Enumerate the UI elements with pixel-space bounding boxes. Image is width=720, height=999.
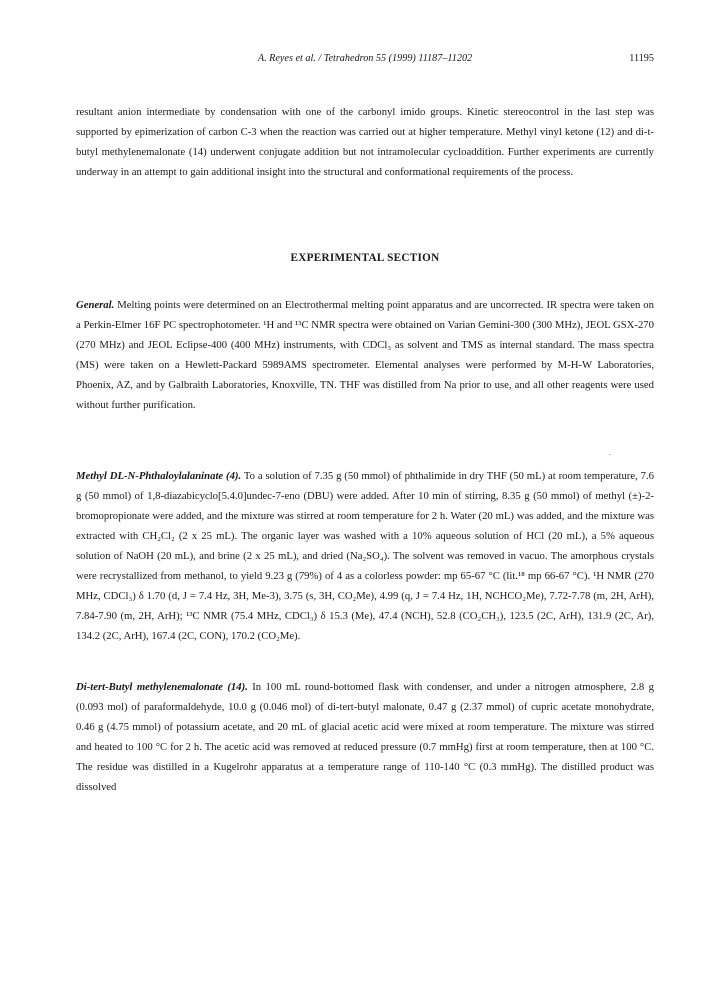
- methyl-paragraph: [76, 466, 654, 646]
- ditert-text: In 100 mL round-bottomed flask with condenser, and under a nitrogen atmosphere, 2.8 g (0.093 mol) of paraformaldehyde, 10.0 g (0.046 mol) of di-tert-butyl malonate, 0.47 g (2.37 mmol) of cupric acetate monohydrate, 0.46 g (4.75 mmol) of potassium acetate, and 20 mL of glacial acetic acid were mixed at room temperature. The mixture was stirred and heated to 100 °C for 2 h. The acetic acid was removed at reduced pressure (0.7 mmHg) first at room temperature, then at 100 °C. The residue was distilled in a Kugelrohr apparatus at a temperature range of 110-140 °C (0.3 mmHg). The distilled product was dissolved: [76, 681, 654, 793]
- section-heading: EXPERIMENTAL SECTION: [290, 252, 440, 264]
- methyl-text: To a solution of 7.35 g (50 mmol) of phthalimide in dry THF (50 mL) at room temperature, 7.6 g (50 mmol) of 1,8-diazabicyclo[5.4.0]undec-7-eno (DBU) were added. After 10 min of stirring, 8.35 g (50 mmol) of methyl (±)-2-bromopropionate were added, and the mixture was stirred at room temperature for 2 h. Water (20 mL) was added, and the mixture was extracted with CH₂Cl₂ (2 x 25 mL). The organic layer was washed with a 10% aqueous solution of HCl (20 mL), a 5% aqueous solution of NaOH (20 mL), and brine (2 x 25 mL), and dried (Na₂SO₄). The solvent was removed in vacuo. The amorphous crystals were recrystallized from methanol, to yield 9.23 g (79%) of 4 as a colorless powder: mp 65-67 °C (lit.¹⁸ mp 66-67 °C). ¹H NMR (270 MHz, CDCl₃) δ 1.70 (d, J = 7.4 Hz, 3H, Me-3), 3.75 (s, 3H, CO₂Me), 4.99 (q, J = 7.4 Hz, 1H, NCHCO₂Me), 7.72-7.78 (m, 2H, ArH), 7.84-7.90 (m, 2H, ArH); ¹³C NMR (75.4 MHz, CDCl₃) δ 15.3 (Me), 47.4 (NCH), 52.8 (CO₂CH₃), 123.5 (2C, ArH), 131.9 (2C, Ar), 134.2 (2C, ArH), 167.4 (2C, CON), 170.2 (CO₂Me).: [76, 470, 654, 642]
- page-number: 11195: [629, 53, 654, 64]
- intro-text: resultant anion intermediate by condensation with one of the carbonyl imido groups. Kinetic stereocontrol in the last step was supported by epimerization of carbon C-3 when the reaction was carried out at higher temperature. Methyl vinyl ketone (12) and di-t-butyl methylenemalonate (14) underwent conjugate addition but not intramolecular cycloaddition. Further experiments are currently underway in an attempt to gain additional insight into the structural and conformational requirements of the process.: [76, 106, 654, 178]
- page-header: [76, 53, 654, 69]
- running-head: A. Reyes et al. / Tetrahedron 55 (1999) 11187–11202: [257, 53, 473, 64]
- general-text: Melting points were determined on an Electrothermal melting point apparatus and are uncorrected. IR spectra were taken on a Perkin-Elmer 16F PC spectrophotometer. ¹H and ¹³C NMR spectra were obtained on Varian Gemini-300 (300 MHz), JEOL GSX-270 (270 MHz) and JEOL Eclipse-400 (400 MHz) instruments, with CDCl₃ as solvent and TMS as internal standard. The mass spectra (MS) were taken on a Hewlett-Packard 5989AMS spectrometer. Elemental analyses were performed by M-H-W Laboratories, Phoenix, AZ, and by Galbraith Laboratories, Knoxville, TN. THF was distilled from Na prior to use, and all other reagents were used without further purification.: [76, 299, 654, 411]
- ditert-paragraph: [76, 677, 654, 797]
- margin-speck: [609, 454, 611, 455]
- methyl-lead: Methyl DL-N-Phthaloylalaninate (4).: [76, 470, 242, 482]
- ditert-lead: Di-tert-Butyl methylenemalonate (14).: [76, 681, 248, 693]
- general-lead: General.: [76, 299, 115, 311]
- general-paragraph: [76, 295, 654, 415]
- intro-paragraph: [76, 102, 654, 182]
